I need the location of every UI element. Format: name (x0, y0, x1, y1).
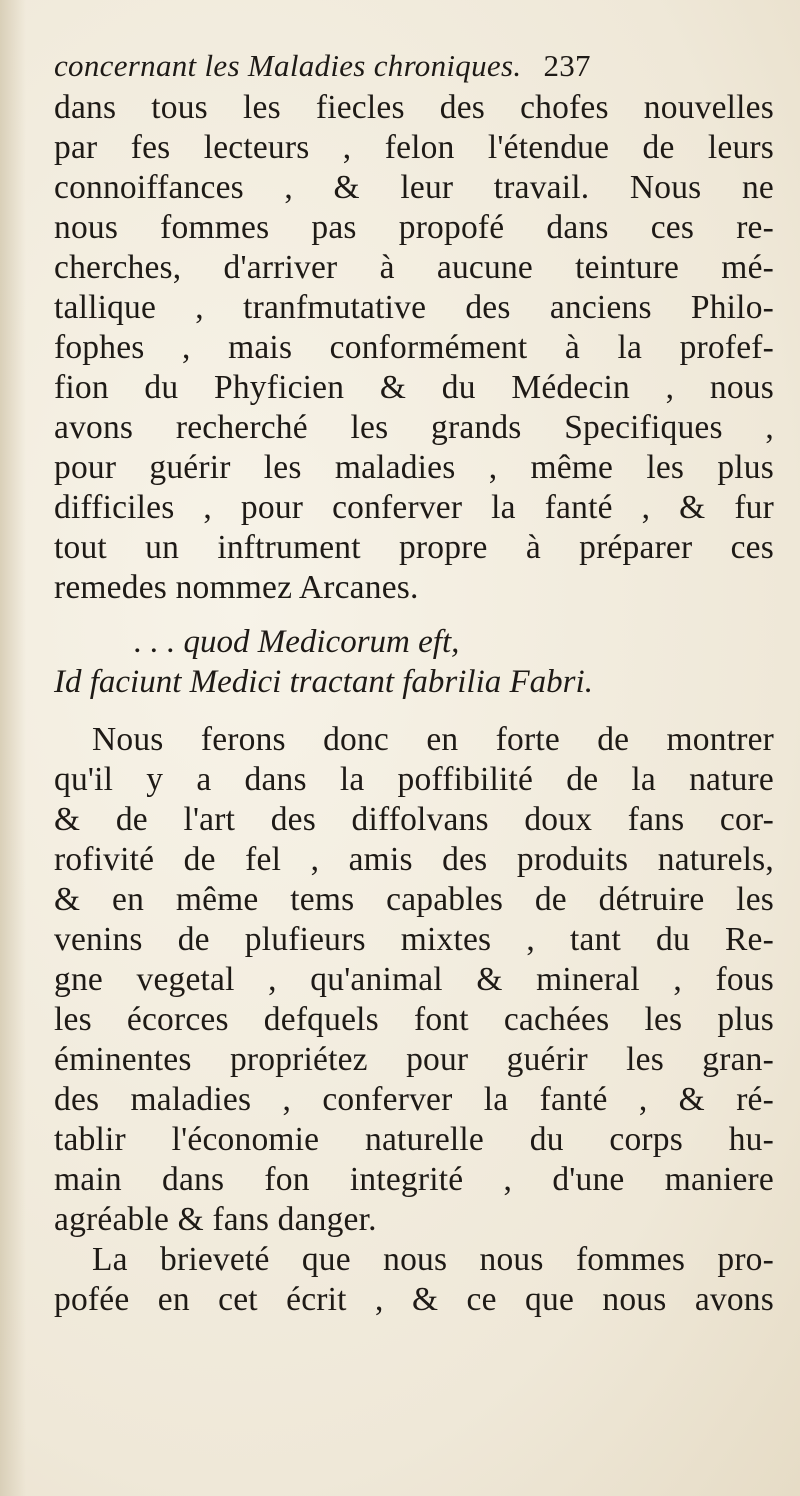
text-line: éminentes propriétez pour guérir les gran- (54, 1041, 774, 1078)
text-line: nous fommes pas propofé dans ces re- (54, 209, 774, 246)
text-line: main dans fon integrité , d'une maniere (54, 1161, 774, 1198)
page-number: 237 (543, 48, 591, 83)
paragraph-3 (54, 1240, 774, 1320)
page-edge-shadow (0, 0, 26, 1496)
text-line: fophes , mais conformément à la profef- (54, 329, 774, 366)
text-line: venins de plufieurs mixtes , tant du Re- (54, 921, 774, 958)
paragraph-1 (54, 88, 774, 608)
text-line: difficiles , pour conferver la fanté , & fur (54, 489, 774, 526)
text-line: rofivité de fel , amis des produits naturels, (54, 841, 774, 878)
text-line: agréable & fans danger. (54, 1201, 377, 1238)
text-line: par fes lecteurs , felon l'étendue de leurs (54, 129, 774, 166)
text-line: les écorces defquels font cachées les plus (54, 1001, 774, 1038)
text-line: qu'il y a dans la poffibilité de la nature (54, 761, 774, 798)
text-line: La brieveté que nous nous fommes pro- (92, 1241, 774, 1278)
text-line: tout un inftrument propre à préparer ces (54, 529, 774, 566)
text-line: pofée en cet écrit , & ce que nous avons (54, 1281, 774, 1318)
text-line: tablir l'économie naturelle du corps hu- (54, 1121, 774, 1158)
text-line: cherches, d'arriver à aucune teinture mé- (54, 249, 774, 286)
text-line: dans tous les fiecles des chofes nouvelles (54, 89, 774, 126)
text-line: Nous ferons donc en forte de montrer (92, 721, 774, 758)
quotation-line: Id faciunt Medici tractant fabrilia Fabri. (54, 664, 593, 700)
running-header (54, 46, 774, 88)
text-line: & en même tems capables de détruire les (54, 881, 774, 918)
text-line: tallique , tranfmutative des anciens Philo- (54, 289, 774, 326)
text-line: & de l'art des diffolvans doux fans cor- (54, 801, 774, 838)
text-line: pour guérir les maladies , même les plus (54, 449, 774, 486)
quotation-line: . . . quod Medicorum eft, (134, 624, 460, 660)
latin-quotation (54, 622, 774, 702)
running-title: concernant les Maladies chroniques. (54, 48, 522, 83)
text-line: des maladies , conferver la fanté , & ré- (54, 1081, 774, 1118)
text-line: remedes nommez Arcanes. (54, 569, 419, 606)
text-line: fion du Phyficien & du Médecin , nous (54, 369, 774, 406)
text-line: avons recherché les grands Specifiques , (54, 409, 774, 446)
paragraph-2 (54, 720, 774, 1240)
book-page-text (54, 46, 774, 1320)
text-line: connoiffances , & leur travail. Nous ne (54, 169, 774, 206)
text-line: gne vegetal , qu'animal & mineral , fous (54, 961, 774, 998)
